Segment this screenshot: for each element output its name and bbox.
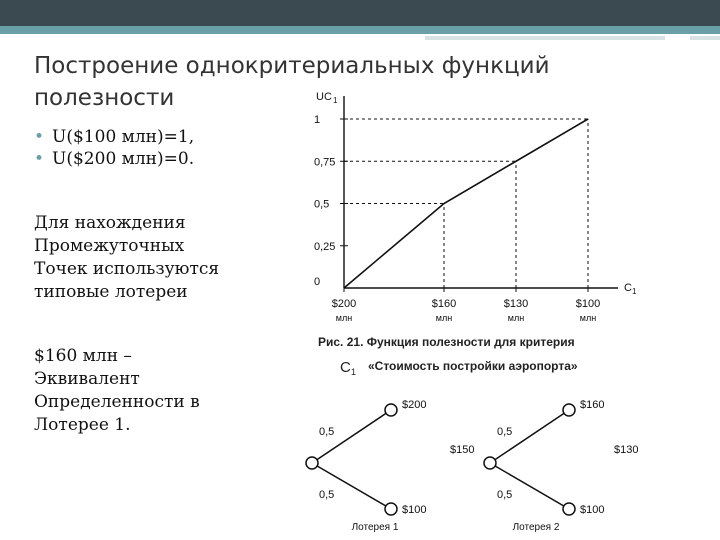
x-tick-label: $160	[431, 298, 457, 310]
lottery-outcome-node	[385, 503, 397, 515]
x-tick-label: $100	[575, 298, 601, 310]
bullet-dot-icon: •	[34, 127, 45, 147]
y-tick-label: 0,5	[314, 198, 330, 211]
lottery-outcome-bottom: $100	[580, 504, 605, 516]
lottery-outcome-node	[563, 503, 575, 515]
lottery-prob-top: 0,5	[319, 426, 335, 438]
lottery-root-node	[484, 457, 496, 469]
lottery-outcome-node	[385, 404, 397, 416]
lottery-outcome-top: $160	[580, 399, 605, 411]
y-tick-label: 1	[314, 114, 321, 126]
bullet-text: U($100 млн)=1,	[52, 127, 195, 147]
x-tick-unit: млн	[335, 313, 353, 323]
figure-caption-line1: Рис. 21. Функция полезности для критерия	[318, 335, 575, 349]
paragraph-line: $160 млн –	[34, 346, 132, 366]
x-axis-label: C	[624, 282, 632, 294]
figure-caption-rest: «Стоимость постройки аэропорта»	[368, 359, 578, 373]
lottery-equivalent: $130	[614, 444, 639, 456]
lottery-outcome-top: $200	[402, 399, 427, 411]
paragraph-line: Эквивалент	[34, 369, 140, 389]
bullet-text: U($200 млн)=0.	[52, 149, 195, 169]
lottery-outcome-node	[563, 404, 575, 416]
x-tick-unit: млн	[507, 313, 525, 323]
x-axis-label-sub: 1	[632, 287, 637, 296]
x-tick-unit: млн	[435, 313, 453, 323]
lottery-branch-bottom	[312, 463, 391, 509]
lottery-prob-bottom: 0,5	[319, 489, 335, 501]
lottery-equivalent: $150	[450, 444, 475, 456]
figure-caption-sub: 1	[351, 367, 357, 377]
y-axis-label: UC	[316, 91, 332, 103]
lottery-name: Лотерея 1	[351, 522, 399, 533]
x-tick-unit: млн	[579, 313, 597, 323]
paragraph-line: Определенности в	[34, 392, 200, 412]
x-tick-label: $200	[331, 298, 357, 310]
lottery-branch-bottom	[490, 463, 569, 509]
figure-caption-symbol: C	[340, 359, 351, 376]
lottery-prob-bottom: 0,5	[497, 489, 513, 501]
paragraph-line: типовые лотереи	[34, 282, 188, 302]
slide-title-line1: Построение однокритериальных функций	[34, 53, 550, 79]
utility-chart	[314, 91, 637, 323]
paragraph-line: Промежуточных	[34, 236, 185, 256]
paragraph-line: Точек используются	[34, 259, 220, 279]
lottery-name: Лотерея 2	[512, 522, 560, 533]
lottery-root-node	[306, 457, 318, 469]
paragraph-line: Лотерее 1.	[34, 415, 131, 435]
x-tick-label: $130	[503, 298, 529, 310]
y-tick-label: 0,25	[314, 240, 336, 253]
lottery-prob-top: 0,5	[497, 426, 513, 438]
y-axis-label-sub: 1	[333, 96, 338, 105]
y-tick-label: 0,75	[314, 156, 336, 169]
paragraph-line: Для нахождения	[34, 213, 186, 233]
lottery-outcome-bottom: $100	[402, 504, 427, 516]
bullet-dot-icon: •	[34, 149, 45, 169]
lottery-diagram	[306, 399, 638, 533]
slide-title-line2: полезности	[34, 85, 175, 111]
y-tick-label: 0	[314, 276, 321, 288]
